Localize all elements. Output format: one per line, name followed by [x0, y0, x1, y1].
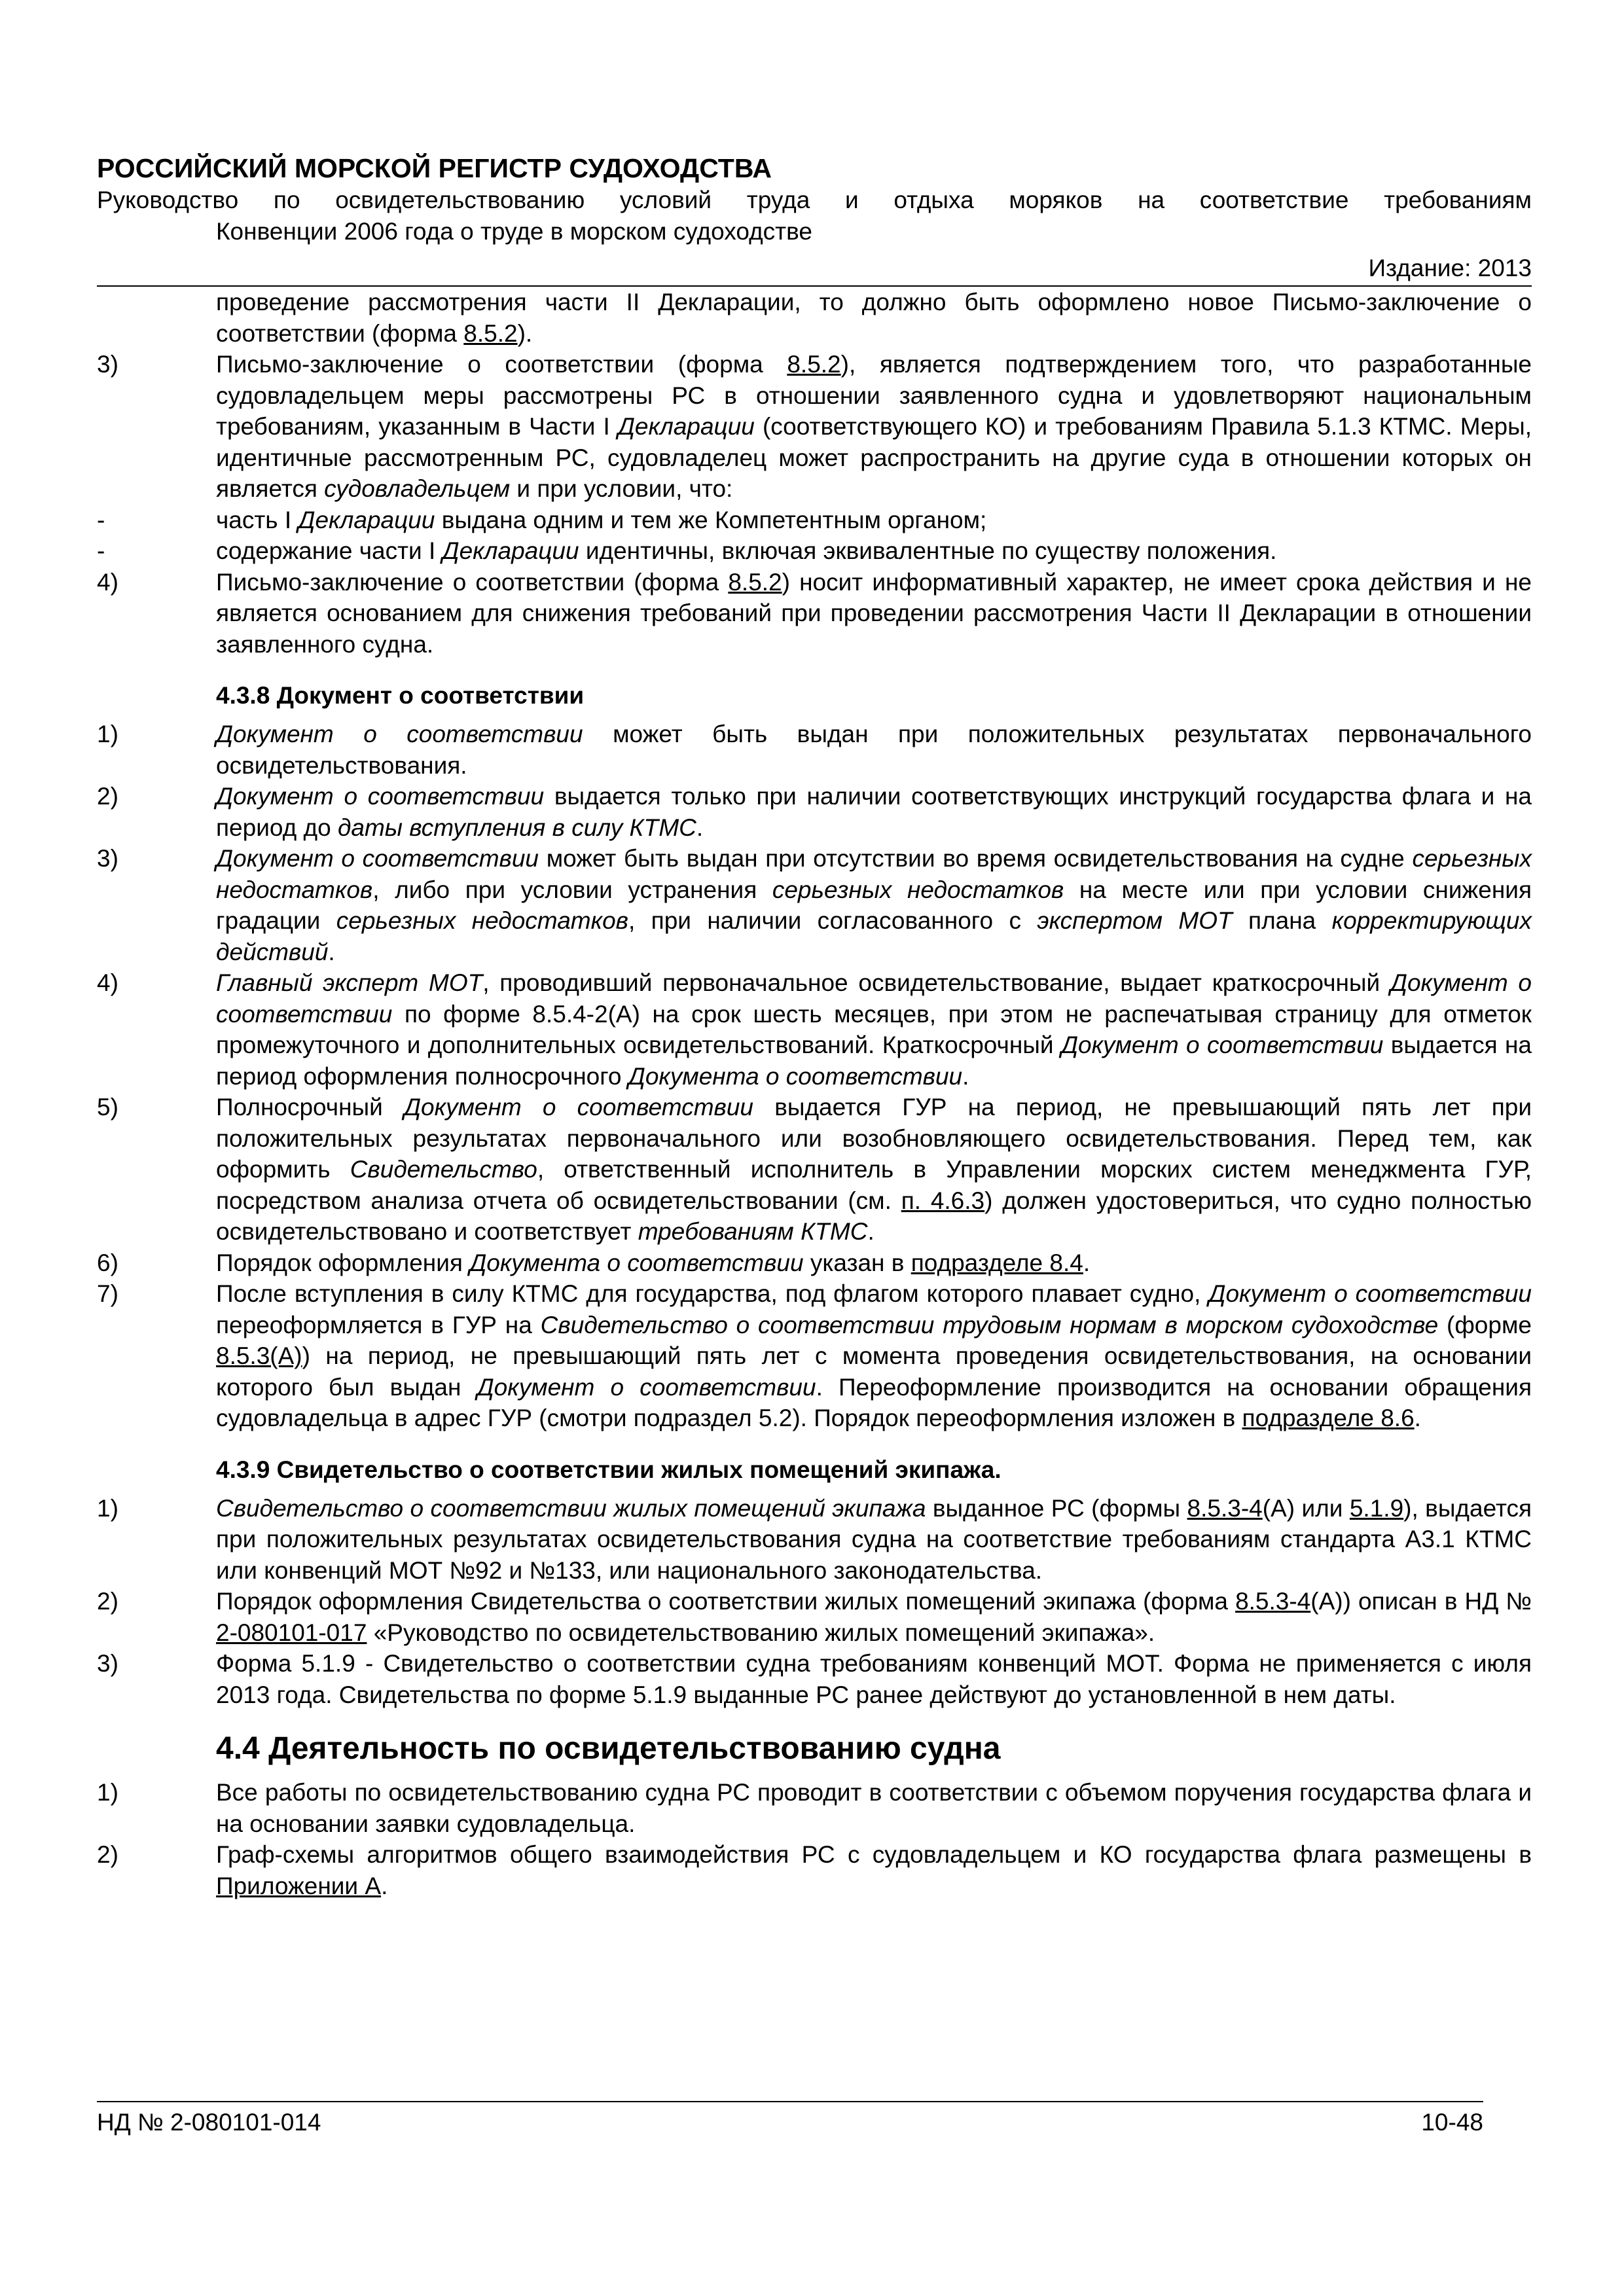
section-heading: 4.4 Деятельность по освидетельствованию судна — [216, 1731, 1001, 1766]
list-item — [97, 1247, 1532, 1279]
list-item-text: Форма 5.1.9 - Свидетельство о соответствии судна требованиям конвенций МОТ. Форма не применяется с июля 2013 года. Свидетельства по форме 5.1.9 выданные РС ранее действуют до установленной в нем даты. — [216, 1650, 1532, 1708]
cross-reference-link[interactable]: 8.5.3-4 — [1187, 1494, 1263, 1522]
list-marker: 7) — [97, 1280, 118, 1307]
list-marker: 2) — [97, 1841, 118, 1868]
cross-reference-link[interactable]: Приложении А — [216, 1872, 382, 1899]
list-marker: 2) — [97, 783, 118, 810]
document-page — [97, 152, 1532, 1901]
footer-doc-number: НД № 2-080101-014 — [97, 2109, 321, 2136]
list-marker: - — [97, 537, 105, 564]
footer-rule — [97, 2101, 1483, 2102]
list-item — [97, 1586, 1532, 1648]
header-edition: Издание: 2013 — [1368, 255, 1532, 281]
list-marker: 3) — [97, 845, 118, 872]
footer-page-number: 10-48 — [1421, 2109, 1483, 2136]
list-item — [97, 1278, 1532, 1434]
cross-reference-link[interactable]: 8.5.2 — [728, 568, 782, 596]
list-item — [97, 567, 1532, 660]
list-item-text: Документ о соответствии может быть выдан при положительных результатах первоначального освидетельствования. — [216, 721, 1532, 779]
list-item-text: Документ о соответствии может быть выдан при отсутствии во время освидетельствования на судне серьезных недостатков, либо при условии устранения серьезных недостатков на месте или при условии снижения градации серьезных недостатков, при наличии согласованного с экспертом МОТ плана корректирующих действий. — [216, 845, 1532, 965]
cross-reference-link[interactable]: 8.5.3-4 — [1235, 1588, 1311, 1615]
list-item — [97, 1493, 1532, 1587]
list-item-text: Документ о соответствии выдается только при наличии соответствующих инструкций государства флага и на период до даты вступления в силу КТМС. — [216, 783, 1532, 841]
cross-reference-link[interactable]: 2-080101-017 — [216, 1619, 367, 1646]
list-marker: 4) — [97, 969, 118, 996]
list-item — [97, 1092, 1532, 1247]
subsection-heading: 4.3.9 Свидетельство о соответствии жилых помещений экипажа. — [216, 1456, 1001, 1483]
cross-reference-link[interactable]: 8.5.2 — [463, 319, 518, 347]
list-marker: 1) — [97, 1779, 118, 1806]
list-item — [97, 781, 1532, 843]
list-item — [97, 1777, 1532, 1839]
list-item-text: часть I Декларации выдана одним и тем же Компетентным органом; — [216, 506, 987, 533]
cross-reference-link[interactable]: подразделе 8.4 — [911, 1249, 1083, 1276]
header-subtitle-cont: Конвенции 2006 года о труде в морском судоходстве — [216, 218, 812, 245]
list-item — [97, 505, 1532, 536]
list-marker: 4) — [97, 568, 118, 596]
paragraph-continuation: проведение рассмотрения части II Декларации, то должно быть оформлено новое Письмо-заключение о соответствии (форма 8.5.2). — [216, 289, 1532, 347]
list-item-text: Письмо-заключение о соответствии (форма 8.5.2) носит информативный характер, не имеет срока действия и не является основанием для снижения требований при проведении рассмотрения Части II Декларации в отношении заявленного судна. — [216, 568, 1532, 658]
list-marker: - — [97, 506, 105, 533]
list-item-text: содержание части I Декларации идентичны, включая эквивалентные по существу положения. — [216, 537, 1277, 564]
list-item — [97, 967, 1532, 1092]
list-item — [97, 1839, 1532, 1901]
list-item — [97, 349, 1532, 505]
list-marker: 6) — [97, 1249, 118, 1276]
subsection-heading: 4.3.8 Документ о соответствии — [216, 682, 585, 709]
list-item — [97, 535, 1532, 567]
cross-reference-link[interactable]: 8.5.2 — [787, 351, 841, 378]
cross-reference-link[interactable]: п. 4.6.3 — [901, 1187, 985, 1214]
list-item-text: Полносрочный Документ о соответствии выдается ГУР на период, не превышающий пять лет при положительных результатах первоначального или возобновляющего освидетельствования. Перед тем, как оформить Свидетельство, ответственный исполнитель в Управлении морских систем менеджмента ГУР, посредством анализа отчета об освидетельствовании (см. п. 4.6.3) должен удостовериться, что судно полностью освидетельствовано и соответствует требованиям КТМС. — [216, 1094, 1532, 1245]
list-marker: 2) — [97, 1588, 118, 1615]
header-subtitle: Руководство по освидетельствованию условий труда и отдыха моряков на соответствие требованиям — [97, 187, 1532, 213]
list-marker: 1) — [97, 721, 118, 747]
list-item — [97, 719, 1532, 781]
list-marker: 3) — [97, 351, 118, 378]
list-item-text: Письмо-заключение о соответствии (форма 8.5.2), является подтверждением того, что разработанные судовладельцем меры рассмотрены РС в отношении заявленного судна и удовлетворяют национальным требованиям, указанным в Части I Декларации (соответствующего КО) и требованиям Правила 5.1.3 КТМС. Меры, идентичные рассмотренным РС, судовладелец может распространить на другие суда в отношении которых он является судовладельцем и при условии, что: — [216, 351, 1532, 502]
cross-reference-link[interactable]: 5.1.9 — [1349, 1494, 1404, 1522]
list-item-text: Главный эксперт МОТ, проводивший первоначальное освидетельствование, выдает краткосрочный Документ о соответствии по форме 8.5.4-2(А) на срок шесть месяцев, при этом не распечатывая страницу для отметок промежуточного и дополнительных освидетельствований. Краткосрочный Документ о соответствии выдается на период оформления полносрочного Документа о соответствии. — [216, 969, 1532, 1090]
list-item — [97, 843, 1532, 967]
list-item-text: После вступления в силу КТМС для государства, под флагом которого плавает судно, Документ о соответствии переоформляется в ГУР на Свидетельство о соответствии трудовым нормам в морском судоходстве (форме 8.5.3(А)) на период, не превышающий пять лет с момента проведения освидетельствования, на основании которого был выдан Документ о соответствии. Переоформление производится на основании обращения судовладельца в адрес ГУР (смотри подраздел 5.2). Порядок переоформления изложен в подразделе 8.6. — [216, 1280, 1532, 1431]
list-item-text: Порядок оформления Свидетельства о соответствии жилых помещений экипажа (форма 8.5.3-4(А)) описан в НД № 2-080101-017 «Руководство по освидетельствованию жилых помещений экипажа». — [216, 1588, 1532, 1646]
cross-reference-link[interactable]: подразделе 8.6 — [1242, 1405, 1415, 1431]
list-marker: 5) — [97, 1094, 118, 1121]
cross-reference-link[interactable]: 8.5.3(А) — [216, 1342, 302, 1369]
header-title: РОССИЙСКИЙ МОРСКОЙ РЕГИСТР СУДОХОДСТВА — [97, 153, 772, 183]
list-marker: 3) — [97, 1650, 118, 1677]
list-marker: 1) — [97, 1494, 118, 1522]
list-item-text: Свидетельство о соответствии жилых помещений экипажа выданное РС (формы 8.5.3-4(А) или 5.1.9), выдается при положительных результатах освидетельствования судна на соответствие требованиям стандарта А3.1 КТМС или конвенций МОТ №92 и №133, или национального законодательства. — [216, 1494, 1532, 1584]
list-item — [97, 1648, 1532, 1710]
document-body — [97, 287, 1532, 1901]
list-item-text: Граф-схемы алгоритмов общего взаимодействия РС с судовладельцем и КО государства флага размещены в Приложении А. — [216, 1841, 1532, 1899]
list-item-text: Все работы по освидетельствованию судна РС проводит в соответствии с объемом поручения государства флага и на основании заявки судовладельца. — [216, 1779, 1532, 1837]
list-item-text: Порядок оформления Документа о соответствии указан в подразделе 8.4. — [216, 1249, 1091, 1276]
